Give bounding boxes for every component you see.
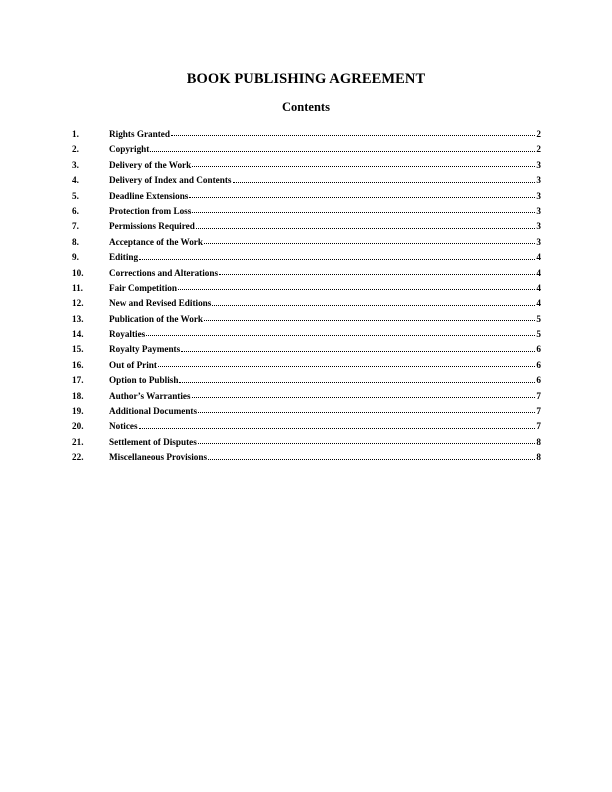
toc-entry-title: Publication of the Work bbox=[109, 313, 204, 324]
toc-entry-title: Permissions Required bbox=[109, 221, 195, 232]
toc-entry-number: 22. bbox=[72, 452, 84, 463]
dot-leader bbox=[150, 151, 535, 152]
dot-leader bbox=[219, 274, 535, 275]
toc-entry-page-number: 7 bbox=[536, 390, 541, 401]
toc-entry[interactable] bbox=[72, 250, 541, 265]
contents-heading: Contents bbox=[282, 100, 330, 114]
toc-entry-page-number: 6 bbox=[536, 344, 541, 355]
dot-leader bbox=[192, 166, 535, 167]
toc-entry[interactable] bbox=[72, 204, 541, 219]
toc-entry-title: Deadline Extensions bbox=[109, 190, 189, 201]
dot-leader bbox=[179, 382, 535, 383]
toc-entry-page-number: 4 bbox=[536, 298, 541, 309]
toc-entry-number: 14. bbox=[72, 329, 84, 340]
toc-entry-page-number: 2 bbox=[536, 144, 541, 155]
dot-leader bbox=[233, 182, 536, 183]
dot-leader bbox=[212, 305, 535, 306]
toc-entry-number: 10. bbox=[72, 267, 84, 278]
toc-entry-number: 2. bbox=[72, 144, 79, 155]
dot-leader bbox=[181, 351, 535, 352]
dot-leader bbox=[139, 428, 536, 429]
toc-entry-title: Royalty Payments bbox=[109, 344, 181, 355]
toc-entry-page-number: 5 bbox=[536, 313, 541, 324]
dot-leader bbox=[146, 335, 535, 336]
toc-entry-title: Royalties bbox=[109, 329, 146, 340]
toc-entry[interactable] bbox=[72, 173, 541, 188]
dot-leader bbox=[196, 228, 536, 229]
toc-entry-page-number: 3 bbox=[536, 159, 541, 170]
toc-entry-page-number: 7 bbox=[536, 421, 541, 432]
toc-entry-number: 8. bbox=[72, 236, 79, 247]
toc-entry-number: 18. bbox=[72, 390, 84, 401]
toc-entry-number: 5. bbox=[72, 190, 79, 201]
toc-entry[interactable] bbox=[72, 358, 541, 373]
toc-entry[interactable] bbox=[72, 373, 541, 388]
toc-entry-number: 12. bbox=[72, 298, 84, 309]
toc-entry-number: 9. bbox=[72, 252, 79, 263]
toc-entry[interactable] bbox=[72, 312, 541, 327]
dot-leader bbox=[139, 259, 535, 260]
toc-entry-title: Delivery of the Work bbox=[109, 159, 192, 170]
dot-leader bbox=[204, 320, 535, 321]
toc-entry-number: 20. bbox=[72, 421, 84, 432]
toc-entry-title: New and Revised Editions bbox=[109, 298, 212, 309]
toc-entry-page-number: 3 bbox=[536, 190, 541, 201]
toc-entry[interactable] bbox=[72, 327, 541, 342]
toc-entry-title: Miscellaneous Provisions bbox=[109, 452, 208, 463]
dot-leader bbox=[171, 135, 535, 136]
dot-leader bbox=[178, 289, 535, 290]
toc-entry[interactable] bbox=[72, 342, 541, 357]
toc-entry-page-number: 2 bbox=[536, 129, 541, 139]
toc-entry[interactable] bbox=[72, 419, 541, 434]
toc-entry[interactable] bbox=[72, 235, 541, 250]
toc-entry-title: Additional Documents bbox=[109, 406, 198, 417]
toc-entry[interactable] bbox=[72, 435, 541, 450]
toc-entry[interactable] bbox=[72, 189, 541, 204]
toc-entry-number: 6. bbox=[72, 205, 79, 216]
toc-entry-title: Out of Print bbox=[109, 359, 157, 370]
toc-entry-number: 3. bbox=[72, 159, 79, 170]
toc-entry-page-number: 3 bbox=[536, 205, 541, 216]
toc-entry-number: 11. bbox=[72, 282, 83, 293]
toc-entry-number: 1. bbox=[72, 129, 79, 139]
toc-entry[interactable] bbox=[72, 281, 541, 296]
toc-entry-page-number: 6 bbox=[536, 359, 541, 370]
toc-entry-page-number: 4 bbox=[536, 267, 541, 278]
table-of-contents bbox=[72, 127, 541, 466]
toc-entry-page-number: 4 bbox=[536, 282, 541, 293]
dot-leader bbox=[158, 366, 535, 367]
toc-entry-number: 16. bbox=[72, 359, 84, 370]
dot-leader bbox=[204, 243, 535, 244]
toc-entry-title: Editing bbox=[109, 252, 139, 263]
toc-entry[interactable] bbox=[72, 127, 541, 142]
dot-leader bbox=[192, 397, 536, 398]
toc-entry-title: Settlement of Disputes bbox=[109, 436, 197, 447]
toc-entry-page-number: 4 bbox=[536, 252, 541, 263]
toc-entry[interactable] bbox=[72, 158, 541, 173]
toc-entry-title: Acceptance of the Work bbox=[109, 236, 203, 247]
toc-entry-page-number: 3 bbox=[536, 175, 541, 186]
toc-entry[interactable] bbox=[72, 296, 541, 311]
toc-entry-number: 21. bbox=[72, 436, 84, 447]
toc-entry[interactable] bbox=[72, 404, 541, 419]
dot-leader bbox=[208, 459, 535, 460]
toc-entry-page-number: 3 bbox=[536, 236, 541, 247]
dot-leader bbox=[198, 412, 535, 413]
toc-entry-number: 7. bbox=[72, 221, 79, 232]
toc-entry[interactable] bbox=[72, 389, 541, 404]
dot-leader bbox=[192, 212, 535, 213]
toc-entry-number: 13. bbox=[72, 313, 84, 324]
toc-entry[interactable] bbox=[72, 142, 541, 157]
toc-entry-page-number: 8 bbox=[536, 436, 541, 447]
toc-entry[interactable] bbox=[72, 219, 541, 234]
toc-entry-title: Option to Publish bbox=[109, 375, 179, 386]
dot-leader bbox=[198, 443, 536, 444]
toc-entry-number: 15. bbox=[72, 344, 84, 355]
toc-entry-page-number: 8 bbox=[536, 452, 541, 463]
toc-entry-title: Delivery of Index and Contents bbox=[109, 175, 232, 186]
toc-entry-title: Copyright bbox=[109, 144, 150, 155]
document-title: BOOK PUBLISHING AGREEMENT bbox=[186, 71, 426, 87]
toc-entry-number: 4. bbox=[72, 175, 79, 186]
toc-entry[interactable] bbox=[72, 450, 541, 465]
toc-entry-title: Protection from Loss bbox=[109, 205, 192, 216]
toc-entry-page-number: 3 bbox=[536, 221, 541, 232]
toc-entry-title: Corrections and Alterations bbox=[109, 267, 219, 278]
toc-entry-title: Notices bbox=[109, 421, 138, 432]
toc-entry-title: Fair Competition bbox=[109, 282, 177, 293]
toc-entry-page-number: 6 bbox=[536, 375, 541, 386]
toc-entry[interactable] bbox=[72, 266, 541, 281]
toc-entry-number: 17. bbox=[72, 375, 84, 386]
toc-entry-number: 19. bbox=[72, 406, 84, 417]
toc-entry-page-number: 7 bbox=[536, 406, 541, 417]
toc-entry-title: Author’s Warranties bbox=[109, 390, 191, 401]
toc-entry-page-number: 5 bbox=[536, 329, 541, 340]
dot-leader bbox=[189, 197, 535, 198]
toc-entry-title: Rights Granted bbox=[109, 129, 170, 139]
